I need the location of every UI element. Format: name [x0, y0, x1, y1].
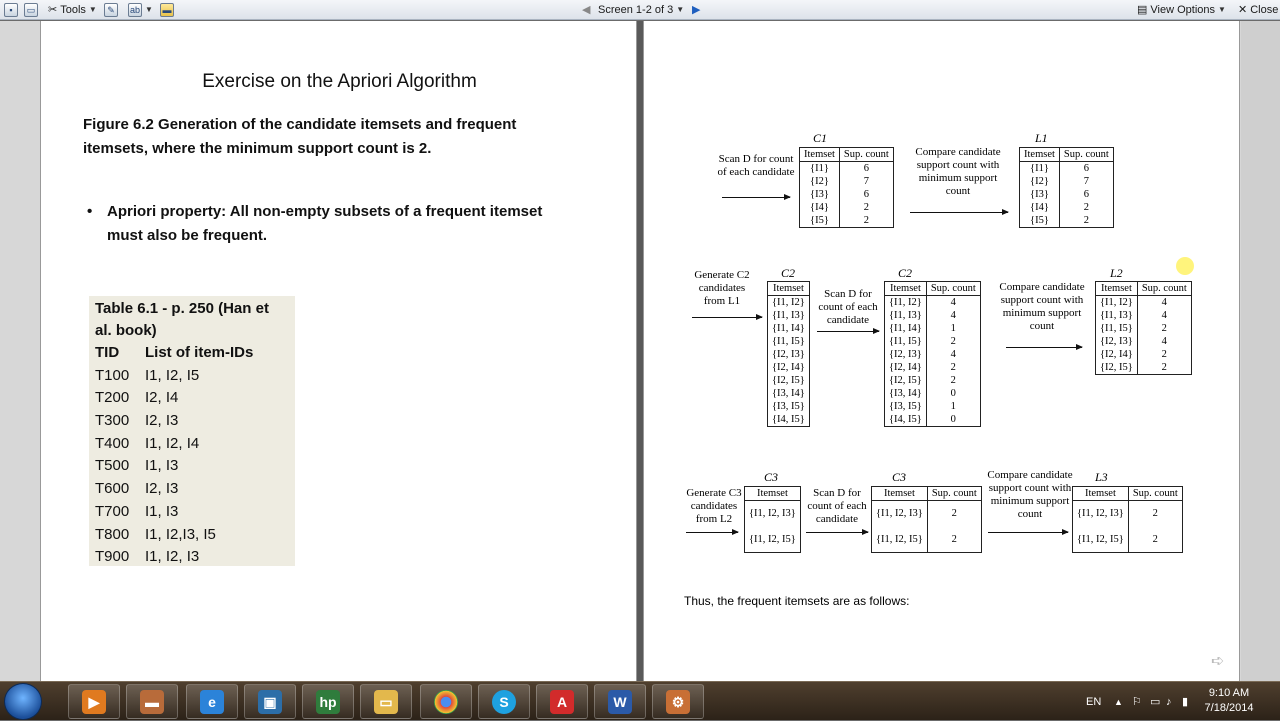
spelling-button[interactable]	[128, 2, 153, 18]
itemset-cell: {I1, I2}	[772, 297, 805, 308]
itemset-cell: {I5}	[1030, 215, 1049, 226]
itemset-row	[1096, 309, 1192, 322]
table-row	[95, 455, 289, 478]
itemset-cell: {I2, I5}	[772, 375, 805, 386]
c2-count-name: C2	[898, 266, 913, 280]
itemset-cell: {I2, I4}	[772, 362, 805, 373]
itemset-row	[1020, 201, 1114, 214]
screen-label: Screen 1-2 of 3	[598, 4, 674, 16]
tid-cell: T800	[95, 525, 130, 543]
itemset-cell: {I1, I3}	[1100, 310, 1133, 321]
taskbar-internet-explorer[interactable]	[186, 684, 238, 719]
col-sup-count-header: Sup. count	[1059, 148, 1113, 162]
tools-menu[interactable]	[48, 2, 97, 18]
chevron-down-icon: ▼	[1218, 5, 1226, 14]
comment-icon: ▬	[160, 3, 174, 17]
table-caption: Table 6.1 - p. 250 (Han et al. book)	[95, 300, 269, 339]
itemset-cell: {I3, I4}	[889, 388, 922, 399]
c2-itemset-table	[767, 281, 810, 427]
start-button[interactable]	[4, 683, 42, 720]
sup-count-cell: 6	[1059, 162, 1113, 176]
l1-table	[1019, 147, 1114, 228]
sup-count-cell: 7	[1059, 175, 1113, 188]
compare-label-3: Compare candidate support count with minimum support count	[987, 469, 1073, 520]
chevron-left-icon: ◀	[582, 4, 591, 16]
c2-count-table	[884, 281, 981, 427]
itemset-row	[872, 501, 982, 527]
table-row	[95, 524, 289, 547]
signal-icon[interactable]: ▮	[1182, 696, 1189, 708]
items-cell: I2, I3	[145, 480, 179, 498]
chrome-icon	[434, 690, 458, 714]
itemset-row	[885, 400, 981, 413]
view-options-menu[interactable]	[1137, 2, 1226, 18]
itemset-row	[800, 214, 894, 228]
itemset-cell: {I1, I2, I5}	[876, 533, 923, 545]
mouse-cursor-icon	[1176, 257, 1194, 275]
language-indicator[interactable]	[1086, 682, 1101, 721]
itemset-cell: {I1, I2, I3}	[1077, 508, 1124, 520]
sup-count-cell: 2	[927, 527, 981, 553]
items-cell: I2, I4	[145, 389, 179, 407]
clock-date: 7/18/2014	[1204, 702, 1254, 714]
close-button[interactable]	[1238, 2, 1278, 18]
itemset-row	[885, 387, 981, 400]
print-icon: ▭	[24, 3, 38, 17]
items-cell: I1, I2, I4	[145, 434, 200, 452]
itemset-cell: {I2, I3}	[772, 349, 805, 360]
taskbar-app-11[interactable]	[652, 684, 704, 719]
compare-label-2: Compare candidate support count with minimum support count	[999, 281, 1085, 332]
itemset-cell: {I1, I5}	[1100, 323, 1133, 334]
previous-screen-button[interactable]	[582, 2, 590, 18]
itemset-cell: {I3, I4}	[772, 388, 805, 399]
c1-name: C1	[813, 131, 828, 145]
itemset-row	[1096, 361, 1192, 375]
sup-count-cell: 1	[926, 322, 980, 335]
itemset-cell: {I3}	[1030, 189, 1049, 200]
items-cell: I1, I3	[145, 502, 179, 520]
sup-count-cell: 4	[926, 348, 980, 361]
col-sup-count-header: Sup. count	[927, 487, 981, 501]
left-page	[40, 21, 637, 681]
battery-icon[interactable]: ▭	[1150, 696, 1161, 708]
itemset-cell: {I2, I3}	[889, 349, 922, 360]
tools-icon: ✂	[48, 4, 58, 16]
header-items: List of item-IDs	[145, 344, 254, 361]
bullet-icon: •	[87, 203, 93, 220]
itemset-row	[885, 309, 981, 322]
itemset-cell: {I1, I4}	[889, 323, 922, 334]
col-itemset-header: Itemset	[1020, 148, 1060, 162]
itemset-row	[768, 309, 810, 322]
figure-caption: Figure 6.2 Generation of the candidate itemsets and frequent itemsets, where the minimum support count is 2.	[83, 116, 517, 157]
network-icon[interactable]: ⚐	[1132, 696, 1142, 708]
tid-cell: T500	[95, 457, 130, 475]
view-options-label: View Options	[1150, 4, 1216, 16]
media-player-icon: ▶	[82, 690, 106, 714]
sup-count-cell: 2	[926, 335, 980, 348]
spelling-icon: ab	[129, 5, 140, 15]
tid-cell: T700	[95, 502, 130, 520]
itemset-row	[1073, 501, 1183, 527]
l2-table	[1095, 281, 1192, 375]
taskbar-word[interactable]	[594, 684, 646, 719]
table-row	[95, 433, 289, 456]
sup-count-cell: 1	[926, 400, 980, 413]
tools-label: Tools	[60, 4, 86, 16]
sup-count-cell: 4	[1137, 335, 1191, 348]
document-area	[0, 21, 1280, 681]
arrow-icon	[686, 532, 738, 533]
chevron-down-icon: ▼	[145, 5, 153, 14]
itemset-cell: {I1, I5}	[772, 336, 805, 347]
col-sup-count-header: Sup. count	[839, 148, 893, 162]
itemset-row	[885, 361, 981, 374]
itemset-cell: {I2}	[810, 176, 829, 187]
arrow-icon	[817, 331, 879, 332]
itemset-cell: {I4, I5}	[772, 414, 805, 425]
table-header-row	[95, 342, 289, 365]
tid-cell: T900	[95, 548, 130, 566]
next-screen-button[interactable]	[692, 2, 700, 18]
itemset-row	[885, 374, 981, 387]
taskbar-hp[interactable]	[302, 684, 354, 719]
sup-count-cell: 2	[927, 501, 981, 527]
items-cell: I1, I2, I5	[145, 366, 200, 384]
scanner-icon: ▬	[140, 690, 164, 714]
arrow-icon	[692, 317, 762, 318]
taskbar-app-4[interactable]	[244, 684, 296, 719]
volume-icon[interactable]: ♪	[1166, 695, 1172, 708]
itemset-cell: {I1, I2, I3}	[876, 508, 923, 520]
chevron-right-icon: ▶	[692, 4, 701, 16]
itemset-row	[768, 400, 810, 413]
sup-count-cell: 2	[839, 214, 893, 228]
app-icon: ⚙	[666, 690, 690, 714]
monitor-icon: ▣	[258, 690, 282, 714]
tid-cell: T400	[95, 434, 130, 452]
itemset-row	[885, 335, 981, 348]
col-sup-count-header: Sup. count	[926, 282, 980, 296]
hp-icon: hp	[316, 690, 340, 714]
itemset-row	[872, 527, 982, 553]
tid-cell: T600	[95, 480, 130, 498]
close-icon: ✕	[1238, 4, 1248, 16]
itemset-cell: {I1}	[1030, 163, 1049, 174]
itemset-row	[800, 188, 894, 201]
itemset-row	[768, 361, 810, 374]
col-itemset-header: Itemset	[1096, 282, 1138, 296]
l2-name: L2	[1110, 266, 1123, 280]
itemset-row	[1020, 175, 1114, 188]
col-sup-count-header: Sup. count	[1128, 487, 1182, 501]
scan-d-label-1: Scan D for count of each candidate	[717, 153, 795, 178]
tid-cell: T100	[95, 366, 130, 384]
taskbar-acrobat[interactable]	[536, 684, 588, 719]
itemset-row	[1020, 214, 1114, 228]
vertical-scrollbar[interactable]	[1241, 21, 1280, 681]
itemset-row	[768, 296, 810, 310]
sup-count-cell: 2	[1059, 201, 1113, 214]
save-icon: ▪	[4, 3, 18, 17]
itemset-cell: {I1, I3}	[772, 310, 805, 321]
c1-table	[799, 147, 894, 228]
apriori-property-bullet	[87, 200, 577, 248]
c3-count-table	[871, 486, 982, 553]
itemset-cell: {I4}	[1030, 202, 1049, 213]
reader-toolbar	[0, 0, 1280, 20]
taskbar	[0, 681, 1280, 720]
word-icon: W	[608, 690, 632, 714]
next-page-arrow-icon[interactable]: ➪	[1211, 653, 1225, 670]
tid-cell: T200	[95, 389, 130, 407]
table-row	[95, 546, 289, 569]
sup-count-cell: 4	[1137, 296, 1191, 310]
itemset-row	[768, 348, 810, 361]
highlight-icon: ✎	[104, 3, 118, 17]
taskbar-chrome[interactable]	[420, 684, 472, 719]
taskbar-explorer[interactable]	[360, 684, 412, 719]
sup-count-cell: 0	[926, 387, 980, 400]
col-itemset-header: Itemset	[1073, 487, 1129, 501]
l3-table	[1072, 486, 1183, 553]
transaction-table	[89, 296, 295, 566]
itemset-cell: {I1, I4}	[772, 323, 805, 334]
highlight-button[interactable]	[104, 2, 118, 18]
clock-time: 9:10 AM	[1208, 687, 1250, 699]
pdf-icon: A	[550, 690, 574, 714]
print-button[interactable]	[24, 2, 38, 18]
sup-count-cell: 2	[1137, 348, 1191, 361]
itemset-row	[745, 501, 801, 527]
col-sup-count-header: Sup. count	[1137, 282, 1191, 296]
itemset-row	[1096, 335, 1192, 348]
itemset-row	[800, 175, 894, 188]
itemset-row	[768, 413, 810, 427]
itemset-cell: {I4, I5}	[889, 414, 922, 425]
tray-expand-icon[interactable]: ▲	[1114, 696, 1123, 707]
itemset-cell: {I1, I5}	[889, 336, 922, 347]
itemset-row	[1020, 162, 1114, 176]
itemset-cell: {I1, I2}	[889, 297, 922, 308]
itemset-row	[885, 322, 981, 335]
itemset-row	[768, 322, 810, 335]
sup-count-cell: 4	[1137, 309, 1191, 322]
col-itemset-header: Itemset	[872, 487, 928, 501]
c3-count-name: C3	[892, 470, 907, 484]
itemset-cell: {I2, I3}	[1100, 336, 1133, 347]
items-cell: I1, I2,I3, I5	[145, 525, 216, 543]
itemset-cell: {I5}	[810, 215, 829, 226]
itemset-cell: {I1, I2, I5}	[1077, 533, 1124, 545]
sup-count-cell: 2	[1128, 501, 1182, 527]
sup-count-cell: 2	[1059, 214, 1113, 228]
itemset-row	[1020, 188, 1114, 201]
skype-icon: S	[492, 690, 516, 714]
itemset-row	[1073, 527, 1183, 553]
tid-cell: T300	[95, 412, 130, 430]
c3-itemset-table	[744, 486, 801, 553]
l1-name: L1	[1035, 131, 1048, 145]
clock[interactable]	[1196, 686, 1262, 716]
scan-d-label-3: Scan D for count of each candidate	[807, 487, 867, 525]
compare-label-1: Compare candidate support count with minimum support count	[915, 146, 1001, 197]
sup-count-cell: 7	[839, 175, 893, 188]
sup-count-cell: 2	[1137, 322, 1191, 335]
arrow-icon	[910, 212, 1008, 213]
itemset-row	[885, 296, 981, 310]
table-row	[95, 410, 289, 433]
right-page	[643, 21, 1240, 681]
itemset-row	[1096, 296, 1192, 310]
col-itemset-header: Itemset	[768, 282, 810, 296]
internet-explorer-icon: e	[200, 690, 224, 714]
itemset-row	[800, 201, 894, 214]
arrow-icon	[988, 532, 1068, 533]
itemset-cell: {I3, I5}	[889, 401, 922, 412]
close-label: Close	[1250, 4, 1279, 16]
col-itemset-header: Itemset	[800, 148, 840, 162]
itemset-cell: {I1, I2, I3}	[749, 508, 796, 520]
table-row	[95, 501, 289, 524]
itemset-row	[768, 335, 810, 348]
itemset-row	[1096, 348, 1192, 361]
table-row	[95, 387, 289, 410]
chevron-down-icon: ▼	[88, 5, 97, 14]
sup-count-cell: 2	[926, 374, 980, 387]
c2-name: C2	[781, 266, 796, 280]
sup-count-cell: 6	[839, 162, 893, 176]
arrow-icon	[1006, 347, 1082, 348]
itemset-row	[800, 162, 894, 176]
itemset-cell: {I4}	[810, 202, 829, 213]
sup-count-cell: 2	[1128, 527, 1182, 553]
taskbar-media-player[interactable]	[68, 684, 120, 719]
l3-name: L3	[1095, 470, 1108, 484]
itemset-cell: {I3, I5}	[772, 401, 805, 412]
sup-count-cell: 2	[1137, 361, 1191, 375]
header-tid: TID	[95, 344, 120, 361]
itemset-row	[745, 527, 801, 553]
table-row	[95, 478, 289, 501]
itemset-cell: {I2}	[1030, 176, 1049, 187]
items-cell: I1, I3	[145, 457, 179, 475]
itemset-cell: {I2, I5}	[1100, 362, 1133, 373]
sup-count-cell: 4	[926, 296, 980, 310]
bullet-text: Apriori property: All non-empty subsets of a frequent itemset must also be frequent.	[107, 203, 543, 244]
sup-count-cell: 2	[926, 361, 980, 374]
arrow-icon	[722, 197, 790, 198]
screen-indicator[interactable]	[598, 2, 684, 18]
itemset-row	[768, 374, 810, 387]
table-row	[95, 365, 289, 388]
chevron-down-icon: ▼	[676, 5, 685, 14]
itemset-cell: {I2, I5}	[889, 375, 922, 386]
items-cell: I2, I3	[145, 412, 179, 430]
itemset-cell: {I1, I2}	[1100, 297, 1133, 308]
itemset-row	[885, 348, 981, 361]
c3-name: C3	[764, 470, 779, 484]
generate-c2-label: Generate C2 candidates from L1	[694, 269, 750, 307]
itemset-cell: {I2, I4}	[889, 362, 922, 373]
itemset-cell: {I1}	[810, 163, 829, 174]
folder-icon: ▭	[374, 690, 398, 714]
col-itemset-header: Itemset	[745, 487, 801, 501]
thus-text: Thus, the frequent itemsets are as follows:	[684, 594, 910, 608]
view-options-icon: ▤	[1137, 4, 1148, 16]
itemset-row	[1096, 322, 1192, 335]
sup-count-cell: 0	[926, 413, 980, 427]
itemset-cell: {I1, I2, I5}	[749, 533, 796, 545]
language-label: EN	[1086, 695, 1102, 708]
page-title: Exercise on the Apriori Algorithm	[202, 71, 477, 92]
sup-count-cell: 6	[839, 188, 893, 201]
save-button[interactable]	[4, 2, 18, 18]
scan-d-label-2: Scan D for count of each candidate	[818, 288, 878, 326]
itemset-cell: {I3}	[810, 189, 829, 200]
sup-count-cell: 4	[926, 309, 980, 322]
itemset-row	[885, 413, 981, 427]
sup-count-cell: 2	[839, 201, 893, 214]
taskbar-skype[interactable]	[478, 684, 530, 719]
itemset-row	[768, 387, 810, 400]
itemset-cell: {I2, I4}	[1100, 349, 1133, 360]
sup-count-cell: 6	[1059, 188, 1113, 201]
generate-c3-label: Generate C3 candidates from L2	[686, 487, 742, 525]
itemset-cell: {I1, I3}	[889, 310, 922, 321]
taskbar-app-2[interactable]	[126, 684, 178, 719]
col-itemset-header: Itemset	[885, 282, 927, 296]
comment-button[interactable]	[160, 2, 174, 18]
arrow-icon	[806, 532, 868, 533]
items-cell: I1, I2, I3	[145, 548, 200, 566]
